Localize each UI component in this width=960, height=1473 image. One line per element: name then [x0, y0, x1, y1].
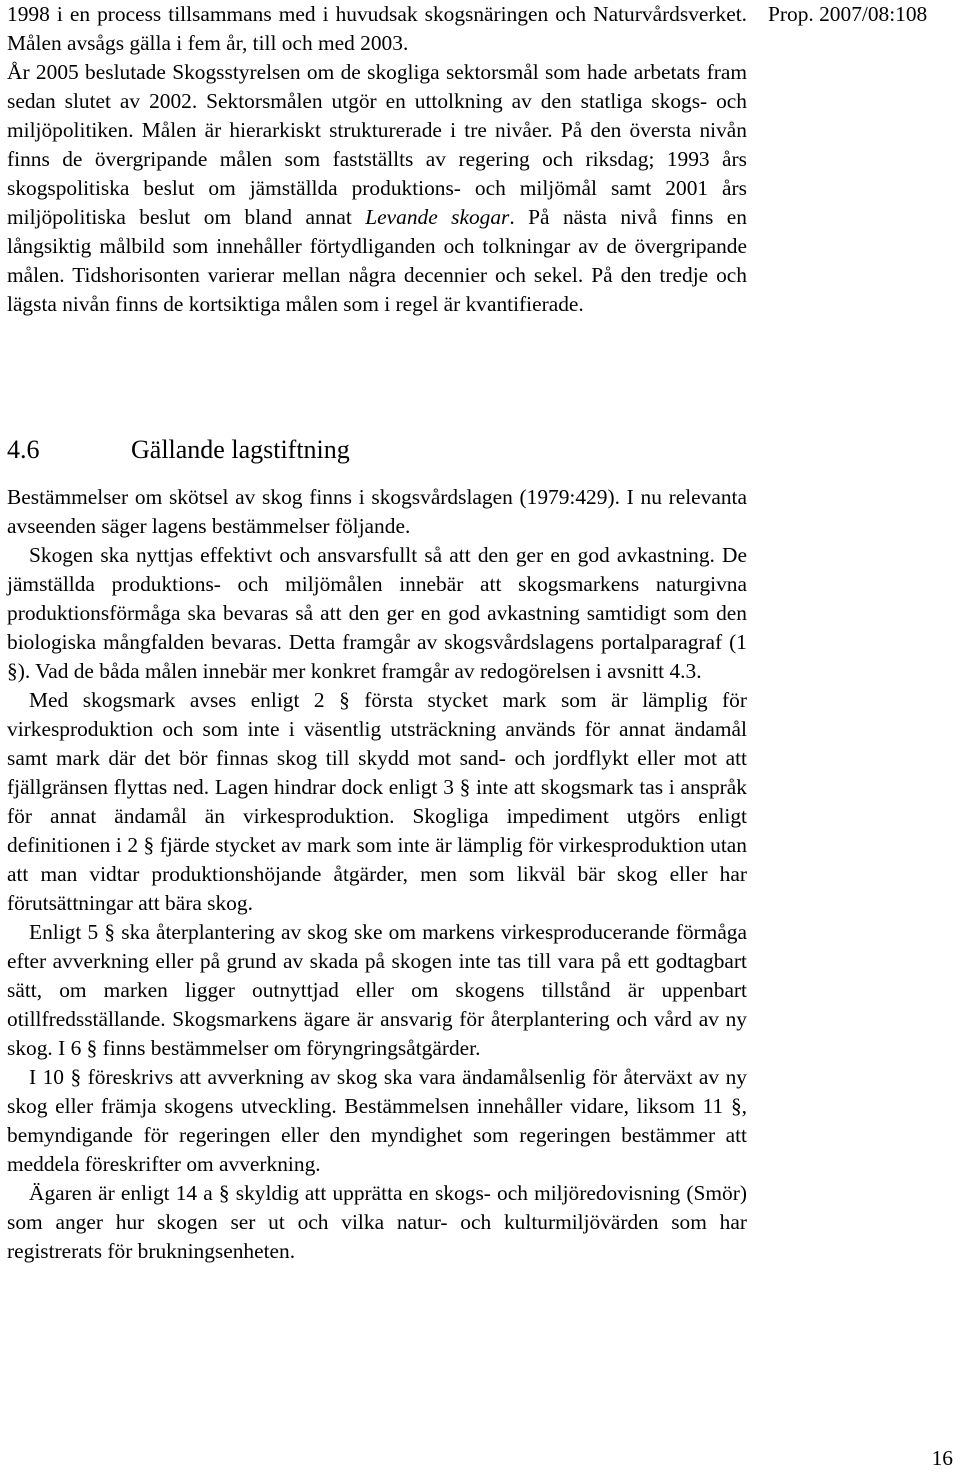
- emphasis-text: Levande skogar: [365, 205, 510, 229]
- paragraph: Ägaren är enligt 14 a § skyldig att upprätta en skogs- och miljöredovisning (Smör) som anger hur skogen ser ut och vilka natur- och kulturmiljövärden som har registrerats för brukningsenheten.: [7, 1181, 747, 1263]
- body-text-block: [7, 483, 747, 1266]
- page-number: 16: [931, 1446, 953, 1470]
- section-title: Gällande lagstiftning: [131, 435, 350, 464]
- paragraph-text: . På nästa nivå finns en långsiktig målbild som innehåller förtydliganden och tolkningar av de övergripande målen. Tidshorisonten varierar mellan några decennier och sekel. På den tredje och lägsta nivån finns de kortsiktiga målen som i regel är kvantifierade.: [7, 205, 747, 316]
- paragraph: [7, 58, 747, 319]
- document-reference: Prop. 2007/08:108: [768, 2, 928, 26]
- paragraph: Med skogsmark avses enligt 2 § första stycket mark som är lämplig för virkesproduktion och som inte i väsentlig utsträckning används för annat ändamål samt mark där det bör finnas skog till skydd mot sand- och jordflykt eller mot att fjällgränsen flyttas ned. Lagen hindrar dock enligt 3 § inte att skogsmark tas i anspråk för annat ändamål än virkesproduktion. Skogliga impediment utgörs enligt definitionen i 2 § fjärde stycket av mark som inte är lämplig för virkesproduktion utan att man vidtar produktionshöjande åtgärder, men som likväl bär skog eller har förutsättningar att bära skog.: [7, 688, 747, 915]
- paragraph-text: År 2005 beslutade Skogsstyrelsen om de skogliga sektorsmål som hade arbetats fram sedan slutet av 2002. Sektorsmålen utgör en uttolkning av den statliga skogs- och miljöpolitiken. Målen är hierarkiskt strukturerade i tre nivåer. På den översta nivån finns de övergripande målen som fastställts av regering och riksdag; 1993 års skogspolitiska beslut om jämställda produktions- och miljömål samt 2001 års miljöpolitiska beslut om bland annat: [7, 60, 747, 229]
- paragraph: 1998 i en process tillsammans med i huvudsak skogsnäringen och Naturvårdsverket. Målen avsågs gälla i fem år, till och med 2003.: [7, 2, 747, 55]
- paragraph: I 10 § föreskrivs att avverkning av skog ska vara ändamålsenlig för återväxt av ny skog eller främja skogens utveckling. Bestämmelsen innehåller vidare, liksom 11 §, bemyndigande för regeringen eller den myndighet som regeringen bestämmer att meddela föreskrifter om avverkning.: [7, 1065, 747, 1176]
- paragraph: Enligt 5 § ska återplantering av skog ske om markens virkesproducerande förmåga efter avverkning eller på grund av skada på skogen inte tas till vara på ett godtagbart sätt, om marken ligger outnyttjad eller om skogens tillstånd är uppenbart otillfredsställande. Skogsmarkens ägare är ansvarig för återplantering och vård av ny skog. I 6 § finns bestämmelser om föryngringsåtgärder.: [7, 920, 747, 1060]
- section-heading: [7, 433, 350, 467]
- paragraph: Bestämmelser om skötsel av skog finns i skogsvårdslagen (1979:429). I nu relevanta avseenden säger lagens bestämmelser följande.: [7, 485, 747, 538]
- paragraph: Skogen ska nyttjas effektivt och ansvarsfullt så att den ger en god avkastning. De jämställda produktions- och miljömålen innebär att skogsmarkens naturgivna produktionsförmåga ska bevaras så att den ger en god avkastning samtidigt som den biologiska mångfalden bevaras. Detta framgår av skogsvårdslagens portalparagraf (1 §). Vad de båda målen innebär mer konkret framgår av redogörelsen i avsnitt 4.3.: [7, 543, 747, 683]
- top-text-block: [7, 0, 747, 319]
- section-number: 4.6: [7, 435, 40, 464]
